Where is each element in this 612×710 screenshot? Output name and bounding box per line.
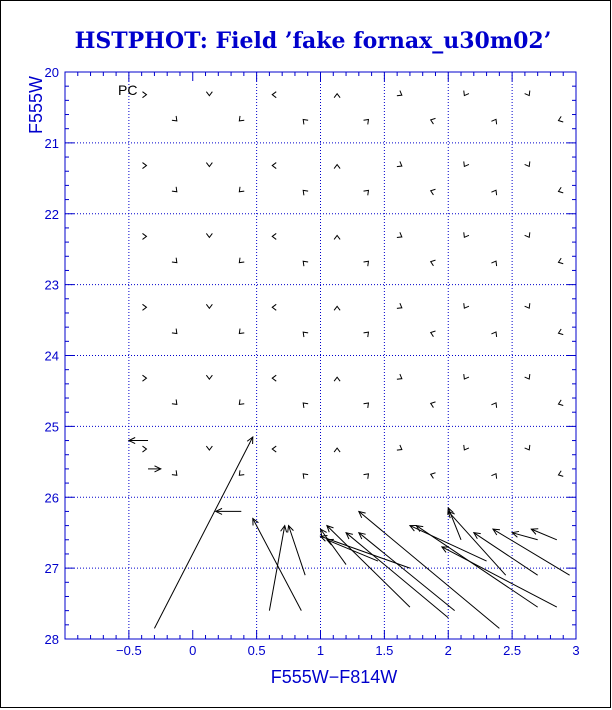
arrow-shaft (154, 437, 252, 628)
x-axis-label: F555W−F814W (270, 667, 398, 687)
y-tick-label: 21 (44, 135, 59, 151)
y-tick-label: 26 (44, 490, 59, 506)
chart (1, 1, 612, 710)
chevron-marker (397, 303, 403, 310)
chevron-marker (491, 401, 498, 407)
chevron-marker (237, 470, 244, 477)
chevron-marker (397, 374, 403, 381)
chevron-marker (334, 94, 340, 98)
chevron-marker (272, 92, 276, 98)
x-tick-label: −0.5 (116, 643, 142, 658)
chevron-marker (237, 399, 244, 406)
chevron-marker (491, 472, 498, 478)
chevron-marker (334, 165, 340, 169)
chevron-marker (462, 445, 469, 451)
chevron-marker (272, 304, 276, 310)
chevron-marker (272, 446, 276, 452)
chevron-marker (301, 330, 308, 337)
y-tick-label: 27 (44, 561, 59, 577)
pc-annotation: PC (118, 82, 138, 98)
chevron-marker (430, 188, 436, 195)
chevron-marker (272, 375, 276, 381)
chevron-marker (142, 446, 146, 452)
x-tick-label: 1 (316, 643, 325, 658)
x-tick-label: 0.5 (247, 643, 266, 658)
chevron-marker (206, 163, 212, 167)
chevron-marker (172, 329, 179, 336)
gridlines (65, 72, 576, 639)
chevron-marker (334, 377, 340, 381)
chevron-marker (301, 259, 308, 266)
chevron-marker (364, 259, 371, 266)
y-tick-label: 20 (44, 65, 59, 80)
arrow-shaft (359, 511, 500, 628)
chevron-marker (462, 91, 469, 97)
chevron-marker (206, 446, 212, 450)
displacement-arrows (129, 437, 570, 628)
arrow-shaft (442, 547, 557, 607)
chevron-marker (206, 375, 212, 379)
chevron-marker (525, 232, 532, 238)
chevron-marker (397, 445, 403, 452)
axes (45, 65, 580, 658)
chevron-marker (491, 330, 498, 336)
chevron-marker (525, 374, 532, 380)
x-tick-label: 2.5 (503, 643, 522, 658)
y-tick-label: 24 (44, 348, 59, 364)
y-tick-label: 25 (44, 419, 59, 435)
x-tick-label: 0 (189, 643, 197, 658)
chevron-marker (557, 400, 563, 407)
chevron-marker (364, 188, 371, 195)
y-tick-label: 22 (44, 206, 59, 222)
x-tick-label: 1.5 (375, 643, 394, 658)
chevron-marker (430, 259, 436, 266)
chevron-marker (430, 330, 436, 337)
chevron-marker (462, 374, 469, 380)
chevron-marker (272, 233, 276, 239)
arrow-shaft (321, 529, 347, 564)
arrow-shaft (493, 529, 570, 575)
arrow-head (493, 529, 500, 535)
y-tick-label: 28 (44, 632, 59, 647)
chevron-marker (237, 187, 244, 194)
chevron-marker (462, 161, 469, 167)
chevron-marker (206, 233, 212, 237)
y-tick-label: 23 (44, 277, 59, 293)
arrow-shaft (346, 533, 448, 618)
chevron-marker (237, 258, 244, 265)
chevron-marker (301, 117, 308, 124)
chevron-marker (364, 401, 371, 408)
chevron-marker (491, 260, 498, 266)
x-tick-label: 3 (572, 643, 580, 658)
chevron-marker (334, 235, 340, 239)
chevron-marker (142, 375, 146, 381)
chevron-marker (206, 304, 212, 308)
chevron-marker (301, 472, 308, 479)
chevron-marker (557, 471, 563, 478)
chevron-marker (462, 232, 469, 238)
x-tick-label: 2 (444, 643, 452, 658)
chevron-marker (430, 117, 436, 124)
chevron-marker (430, 471, 436, 478)
chevron-marker (172, 258, 179, 265)
chevron-marker (364, 330, 371, 337)
chevron-marker (172, 187, 179, 194)
chevron-marker (525, 303, 532, 309)
chevron-marker (301, 401, 308, 408)
chevron-marker (491, 189, 498, 195)
chevron-marker (237, 329, 244, 336)
chevron-marker (206, 92, 212, 96)
chevron-marker (462, 303, 469, 309)
chevron-marker (525, 161, 532, 167)
chevron-marker (397, 91, 403, 98)
chevron-marker (557, 116, 563, 123)
chart-title: HSTPHOT: Field ’fake fornax_u30m02’ (74, 28, 552, 54)
chevron-marker (237, 116, 244, 123)
arrow-shaft (253, 519, 302, 611)
arrow-head (474, 533, 481, 539)
arrow-shaft (327, 526, 410, 608)
chevron-marker (301, 188, 308, 195)
chevron-marker (525, 91, 532, 97)
chevron-marker (364, 117, 371, 124)
chevron-marker (272, 163, 276, 169)
chevron-marker (397, 161, 403, 168)
chevron-marker (557, 258, 563, 265)
arrow-shaft (269, 526, 284, 611)
chevron-marker (142, 163, 146, 169)
arrow-shaft (531, 529, 557, 540)
chevron-marker (172, 399, 179, 406)
y-axis-label: F555W (26, 75, 46, 135)
chevron-marker (525, 445, 532, 451)
chevron-marker (142, 92, 146, 98)
chevron-marker (142, 233, 146, 239)
chevron-marker (557, 187, 563, 194)
chevron-marker (430, 401, 436, 408)
chevron-marker (557, 329, 563, 336)
chevron-marker (142, 304, 146, 310)
chevron-marker (172, 470, 179, 477)
chevron-marker (334, 448, 340, 452)
chevron-marker (491, 118, 498, 124)
chevron-marker (364, 472, 371, 479)
chevron-marker (397, 232, 403, 239)
chevron-marker (334, 306, 340, 310)
chevron-marker (172, 116, 179, 123)
